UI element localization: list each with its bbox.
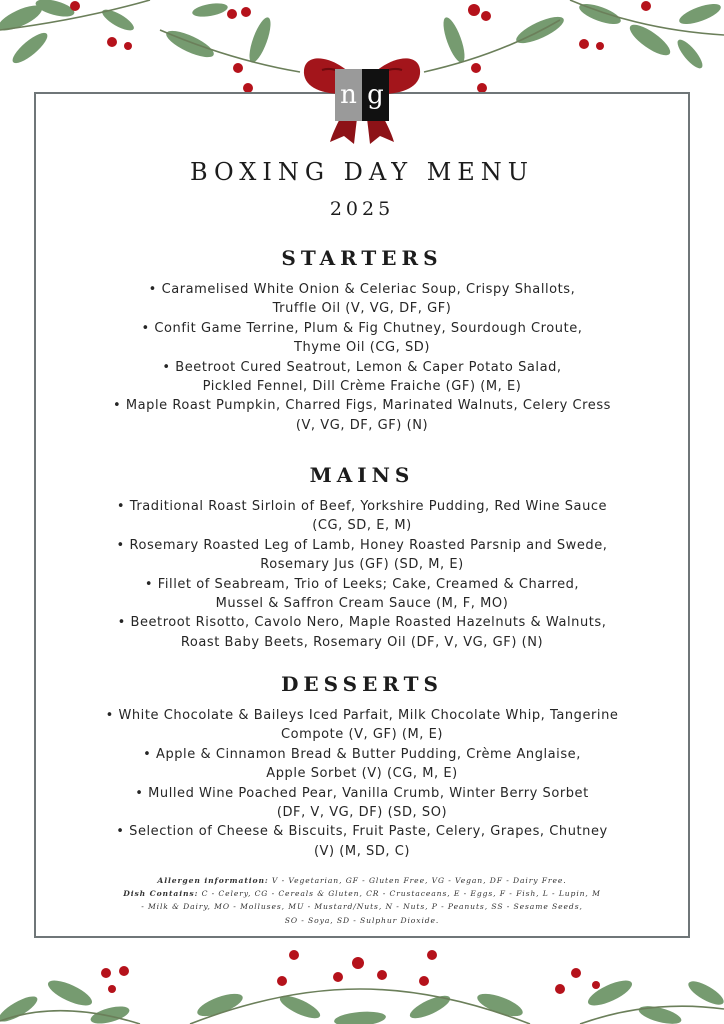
dish-line: (DF, V, VG, DF) (SD, SO) xyxy=(276,805,448,821)
allergen-info-label: Allergen information: xyxy=(157,876,269,885)
dish-item xyxy=(46,575,678,614)
dish-contains-text: C - Celery, CG - Cereals & Gluten, CR - Crustaceans, E - Eggs, F - Fish, L - Lupin, M xyxy=(198,889,601,899)
dish-line: • Mulled Wine Poached Pear, Vanilla Crumb, Winter Berry Sorbet xyxy=(135,785,589,801)
dish-line: • Fillet of Seabream, Trio of Leeks; Cake, Creamed & Charred, xyxy=(144,576,580,592)
allergen-info-text: V - Vegetarian, GF - Gluten Free, VG - Vegan, DF - Dairy Free. xyxy=(268,876,567,885)
dish-line: Mussel & Saffron Cream Sauce (M, F, MO) xyxy=(215,596,509,612)
ng-logo xyxy=(335,69,389,121)
desserts-section xyxy=(46,672,678,861)
dish-line: Pickled Fennel, Dill Crème Fraiche (GF) (M, E) xyxy=(202,379,522,395)
dish-line: • Beetroot Cured Seatrout, Lemon & Caper Potato Salad, xyxy=(162,359,562,375)
dish-line: Thyme Oil (CG, SD) xyxy=(294,340,430,356)
dish-line: • Selection of Cheese & Biscuits, Fruit Paste, Celery, Grapes, Chutney xyxy=(116,824,608,840)
dish-line: Rosemary Jus (GF) (SD, M, E) xyxy=(260,557,464,573)
allergen-info-line xyxy=(54,874,670,887)
starters-section xyxy=(46,246,678,435)
dish-line: (CG, SD, E, M) xyxy=(312,518,412,534)
dish-line: Compote (V, GF) (M, E) xyxy=(280,727,444,743)
dish-line: • Maple Roast Pumpkin, Charred Figs, Marinated Walnuts, Celery Cress xyxy=(112,398,611,414)
dish-line: Roast Baby Beets, Rosemary Oil (DF, V, VG, GF) (N) xyxy=(180,634,544,650)
section-heading: MAINS xyxy=(309,463,415,487)
dish-contains-label: Dish Contains: xyxy=(123,889,199,899)
dish-line: • Apple & Cinnamon Bread & Butter Pudding, Crème Anglaise, xyxy=(143,746,581,762)
dish-line: (V, VG, DF, GF) (N) xyxy=(295,417,429,433)
dish-list xyxy=(46,497,678,652)
dish-line: (V) (M, SD, C) xyxy=(313,843,411,859)
dish-item xyxy=(46,536,678,575)
dish-list xyxy=(46,706,678,861)
dish-line: • Rosemary Roasted Leg of Lamb, Honey Roasted Parsnip and Swede, xyxy=(116,537,608,553)
dish-item xyxy=(46,280,678,319)
dish-item xyxy=(46,706,678,745)
dish-item xyxy=(46,822,678,861)
logo-n-block: n xyxy=(335,69,362,121)
mains-section xyxy=(46,463,678,652)
dish-contains-line xyxy=(54,887,670,900)
dish-line: Apple Sorbet (V) (CG, M, E) xyxy=(266,766,458,782)
menu-year: 2025 xyxy=(329,198,395,220)
section-heading: DESSERTS xyxy=(281,672,443,696)
dish-item xyxy=(46,358,678,397)
section-heading: STARTERS xyxy=(281,246,443,270)
dish-line: • Caramelised White Onion & Celeriac Soup, Crispy Shallots, xyxy=(148,282,576,297)
dish-item xyxy=(46,319,678,358)
dish-contains-line: SO - Soya, SD - Sulphur Dioxide. xyxy=(284,915,440,925)
dish-line: • Traditional Roast Sirloin of Beef, Yorkshire Pudding, Red Wine Sauce xyxy=(116,499,608,514)
dish-line: Truffle Oil (V, VG, DF, GF) xyxy=(272,301,452,317)
holly-foliage-bottom-decoration xyxy=(0,949,724,1024)
dish-item xyxy=(46,613,678,652)
dish-line: • Confit Game Terrine, Plum & Fig Chutney, Sourdough Croute, xyxy=(141,320,583,336)
dish-list xyxy=(46,280,678,435)
menu-title: BOXING DAY MENU xyxy=(189,158,535,186)
dish-contains-line: - Milk & Dairy, MO - Molluses, MU - Mustard/Nuts, N - Nuts, P - Peanuts, SS - Sesame Seeds, xyxy=(141,902,583,912)
dish-line: • Beetroot Risotto, Cavolo Nero, Maple Roasted Hazelnuts & Walnuts, xyxy=(117,615,607,631)
dish-item xyxy=(46,396,678,435)
logo-g-block: g xyxy=(362,69,389,121)
dish-line: • White Chocolate & Baileys Iced Parfait, Milk Chocolate Whip, Tangerine xyxy=(105,708,619,723)
allergen-information xyxy=(54,874,670,927)
dish-item xyxy=(46,745,678,784)
dish-item xyxy=(46,497,678,536)
dish-item xyxy=(46,784,678,823)
